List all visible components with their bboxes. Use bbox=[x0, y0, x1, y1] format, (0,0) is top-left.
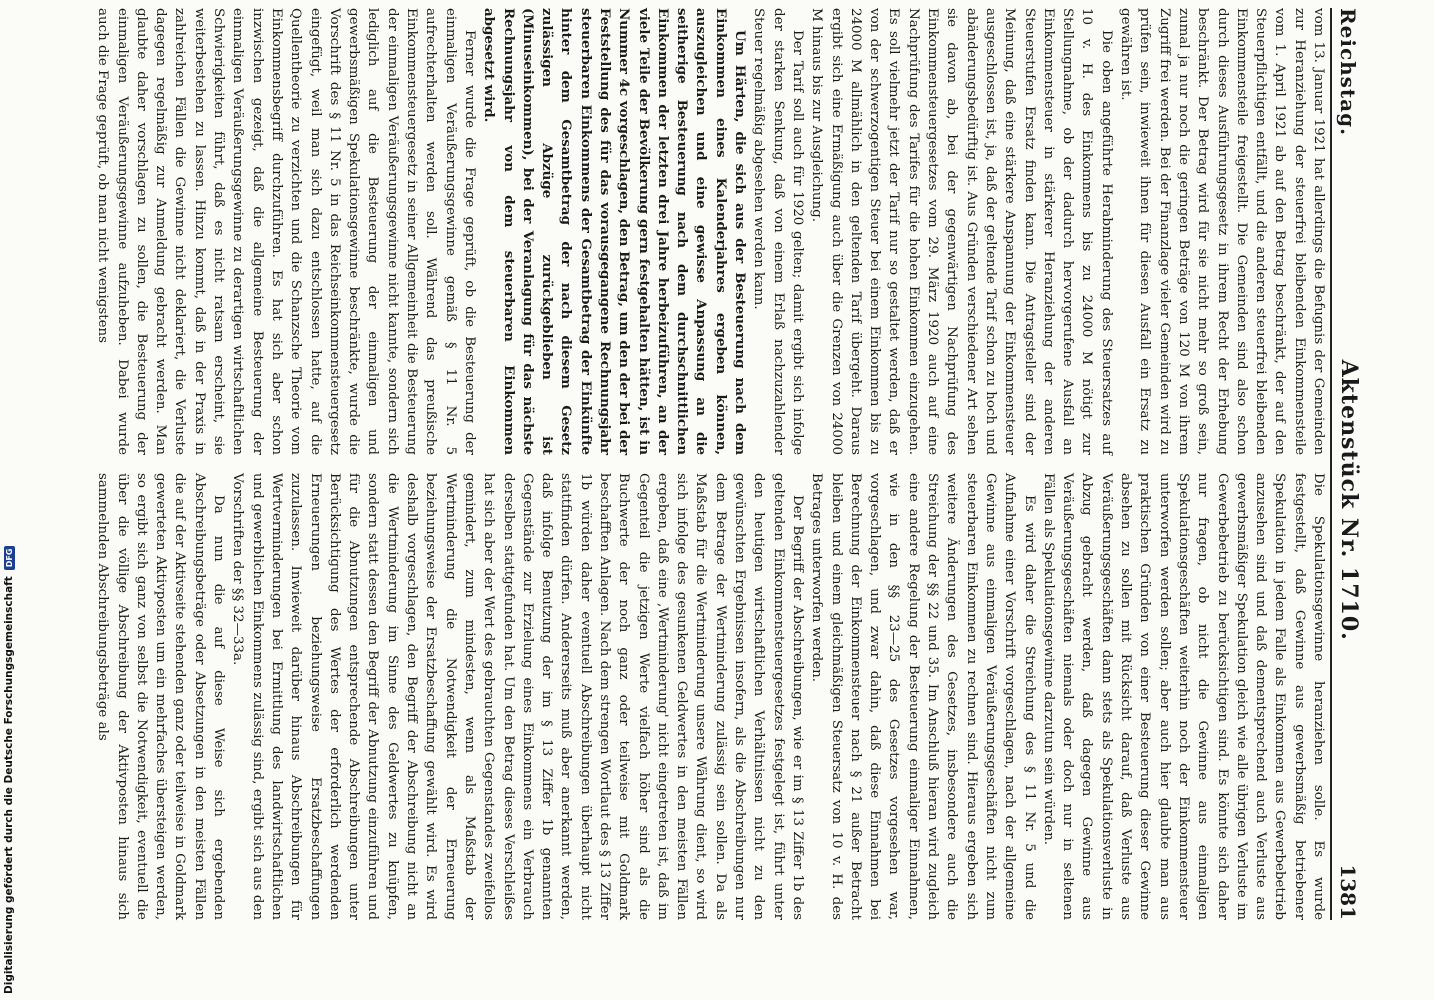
credit-line bbox=[0, 4, 18, 1000]
paragraph: Um Härten, die sich aus der Besteuerung nach dem Einkommen eines Kalenderjahres ergeben können, auszugleichen und eine gewisse Anpassung an die seitherige Besteuerung nach dem durchschnittlichen Einkommen der letzten drei Jahre herbeizuführen, an der viele Teile der Bevölkerung gern festgehalten hätten, ist in Nummer 4c vorgeschlagen, den Betrag, um den der bei der Feststellung des für das vorausgegangene Rechnungsjahr steuerbaren Einkommens der Gesamtbetrag der Einkünfte hinter dem Gesamtbetrag der nach diesem Gesetz zulässigen Abzüge zurückgeblieben ist (Minuseinkommen), bei der Veranlagung für das nächste Rechnungsjahr von dem steuerbaren Einkommen abgesetzt wird. bbox=[481, 8, 749, 455]
paragraph: Da nun die auf diese Weise sich ergebenden Abschreibungsbeträge oder Absetzungen in den meisten Fällen die auf der Aktivseite stehenden ganz oder teilweise in Goldmark gewerteten Aktivposten um ein mehrfaches übersteigen werden, so ergibt sich ganz von selbst die Notwendigkeit, eventuell die über die völlige Abschreibung der Aktivposten hinaus sich sammelnden Abschreibungsbeträge als bbox=[95, 473, 227, 920]
page-header bbox=[1330, 8, 1372, 920]
paragraph: Ferner wurde die Frage geprüft, ob die Besteuerung der einmaligen Veräußerungsgewinne gemäß § 11 Nr. 5 aufrechterhalten werden soll. Während das preußische Einkommensteuergesetz in seiner Allgemeinheit die Besteuerung der einmaligen Veräußerungsgewinne nicht kannte, sondern sich lediglich auf die Besteuerung der einmaligen und gewerbsmäßigen Spekulationsgewinne beschränkte, wurde die Vorschrift des § 11 Nr. 5 in das Reichseinkommensteuergesetz eingefügt, weil man sich dazu entschlossen hatte, auf die Quellentheorie zu verzichten und die Schanzsche Theorie vom Einkommensbegriff durchzuführen. Es hat sich aber schon inzwischen gezeigt, daß die allgemeine Besteuerung der einmaligen Veräußerungsgewinne zu derartigen wirtschaftlichen Schwierigkeiten führt, daß es nicht ratsam erscheint, sie weiterbestehen zu lassen. Hinzu kommt, daß in der Praxis in zahlreichen Fällen die Gewinne nicht deklariert, die Verluste dagegen regelmäßig zur Anmeldung gebracht werden. Man glaubte daher vorschlagen zu sollen, die Besteuerung der einmaligen Veräußerungsgewinne aufzuheben. Dabei wurde auch die Frage geprüft, ob man nicht wenigstens bbox=[95, 8, 477, 455]
paragraph: Der Tarif soll auch für 1920 gelten; damit ergibt sich infolge der starken Senkung, daß von einem Erlaß nachzuzahlender Steuer regelmäßig abgesehen werden kann. bbox=[751, 8, 805, 455]
header-center: Aktenstück Nr. 1710. bbox=[1336, 359, 1362, 641]
credit-text: Digitalisierung gefördert durch die Deutsche Forschungsgemeinschaft bbox=[3, 576, 15, 994]
dfg-logo: DFG bbox=[4, 546, 15, 571]
paragraph: Es wird daher die Streichung des § 11 Nr. 5 und die Aufnahme einer Vorschrift vorgeschlagen, nach der allgemeine Gewinne aus einmaligen Veräußerungsgeschäften nicht zum steuerbaren Einkommen zu rechnen sind. Hieraus ergeben sich weitere Änderungen des Gesetzes, insbesondere auch die Streichung der §§ 22 und 35. Im Anschluß hieran wird zugleich eine andere Regelung der Besteuerung einmaliger Einnahmen, wie in den §§ 23—25 des Gesetzes vorgesehen war, vorgeschlagen, und zwar dahin, daß diese Einnahmen bei Berechnung der Einkommensteuer nach § 21 außer Betracht bleiben und einem gleichmäßigen Steuersatz von 10 v. H. des Betrages unterworfen werden. bbox=[809, 473, 1037, 920]
column-left bbox=[95, 8, 1328, 455]
column-right bbox=[95, 473, 1328, 920]
header-left: Reichstag. bbox=[1336, 8, 1360, 137]
credit-strip bbox=[0, 0, 18, 1000]
paragraph: vom 13. Januar 1921 hat allerdings die Befugnis der Gemeinden zur Heranziehung der steuerfrei bleibenden Einkommensteile vom 1. April 1921 ab auf den Betrag beschränkt, der auf den Steuerpflichtigen entfällt, und die anderen steuerfrei bleibenden Einkommensteile freigestellt. Die Gemeinden sind also schon durch dieses Ausführungsgesetz in ihrem Recht der Erhebung beschränkt. Der Betrag wird für sie nicht mehr so groß sein, zumal ja nur noch die geringen Beträge von 120 M von ihrem Zugriff frei werden. Bei der Finanzlage vieler Gemeinden wird zu prüfen sein, inwieweit ihnen für diesen Ausfall ein Ersatz zu gewähren ist. bbox=[1118, 8, 1326, 455]
paragraph: Der Begriff der Abschreibungen, wie er im § 13 Ziffer 1b des geltenden Einkommensteuergesetzes festgelegt ist, führt unter den heutigen wirtschaftlichen Verhältnissen nicht zu den gewünschten Ergebnissen insofern, als die Abschreibungen nur dem Betrage der Wertminderung zulässig sein sollen. Da als Maßstab für die Wertminderung unsere Währung dient, so wird sich infolge des gesunkenen Geldwertes in den meisten Fällen ergeben, daß eine ‚Wertminderung' nicht eingetreten ist, daß im Gegenteil die jetzigen Werte vielfach höher sind als die Buchwerte der noch ganz oder teilweise mit Goldmark beschafften Anlagen. Nach dem strengen Wortlaut des § 13 Ziffer 1b würden daher eventuell Abschreibungen überhaupt nicht stattfinden dürfen. Andererseits muß aber anerkannt werden, daß infolge Benutzung der im § 13 Ziffer 1b genannten Gegenstände zur Erzielung eines Einkommens ein Verbrauch derselben stattgefunden hat. Um den Betrag dieses Verschleißes hat sich aber der Wert des gebrauchten Gegenstandes zweifellos gemindert, zum mindesten, wenn als Maßstab der Wertminderung die Notwendigkeit der Erneuerung beziehungsweise der Ersatzbeschaffung gewählt wird. Es wird deshalb vorgeschlagen, den Begriff der Abschreibung nicht an die Wertminderung im Sinne des Geldwertes zu knüpfen, sondern statt dessen den Begriff der Abnutzung einzuführen und für die Abnutzungen entsprechende Abschreibungen unter Berücksichtigung des Wertes der erforderlich werdenden Erneuerungen beziehungsweise Ersatzbeschaffungen zuzulassen. Inwieweit darüber hinaus Abschreibungen für Wertverminderungen bei Ermittlung des landwirtschaftlichen und gewerblichen Einkommens zulässig sind, ergibt sich aus den Vorschriften der §§ 32—33a. bbox=[230, 473, 805, 920]
paragraph: Die Spekulationsgewinne heranziehen solle. Es wurde festgestellt, daß Gewinne aus gewerbsmäßig betriebener Spekulation in jedem Falle als Einkommen aus Gewerbebetrieb anzusehen sind und daß dementsprechend auch Verluste aus gewerbsmäßiger Spekulation gleich wie alle übrigen Verluste im Gewerbebetrieb zu berücksichtigen sind. Es könnte sich daher nur fragen, ob nicht die Gewinne aus einmaligen Spekulationsgeschäften weiterhin noch der Einkommensteuer unterworfen werden sollen; aber auch hier glaubte man aus praktischen Gründen von einer Besteuerung dieser Gewinne absehen zu sollen mit Rücksicht darauf, daß Verluste aus Veräußerungsgeschäften dann stets als Spekulationsverluste in Abzug gebracht werden, daß dagegen Gewinne aus Veräußerungsgeschäften niemals oder doch nur in seltenen Fällen als Spekulationsgewinne darzutun sein würden. bbox=[1040, 473, 1326, 920]
paragraph: Die oben angeführte Herabminderung des Steuersatzes auf 10 v. H. des Einkommens bis zu 24000 M nötigt zur Stellungnahme, ob der dadurch hervorgerufene Ausfall an Einkommensteuer in stärkerer Heranziehung der anderen Steuerstufen Ersatz finden kann. Die Antragsteller sind der Meinung, daß eine stärkere Anspannung der Einkommensteuer ausgeschlossen ist, ja, daß der geltende Tarif schon zu hoch und abänderungsbedürftig ist. Aus Gründen verschiedener Art sehen sie davon ab, bei der gegenwärtigen Nachprüfung des Einkommensteuergesetzes vom 29. März 1920 auch auf eine Nachprüfung des Tarifes für die hohen Einkommen einzugehen. Es soll vielmehr jetzt der Tarif nur so gestaltet werden, daß er von der schwerzogentigen Steuer bei einem Einkommen bis zu 24000 M allmählich in den geltenden Tarif übergeht. Daraus ergibt sich eine Ermäßigung auch über die Grenzen von 24000 M hinaus bis zur Ausgleichung. bbox=[809, 8, 1114, 455]
text-columns bbox=[95, 8, 1328, 920]
page-number: 1381 bbox=[1336, 864, 1360, 920]
